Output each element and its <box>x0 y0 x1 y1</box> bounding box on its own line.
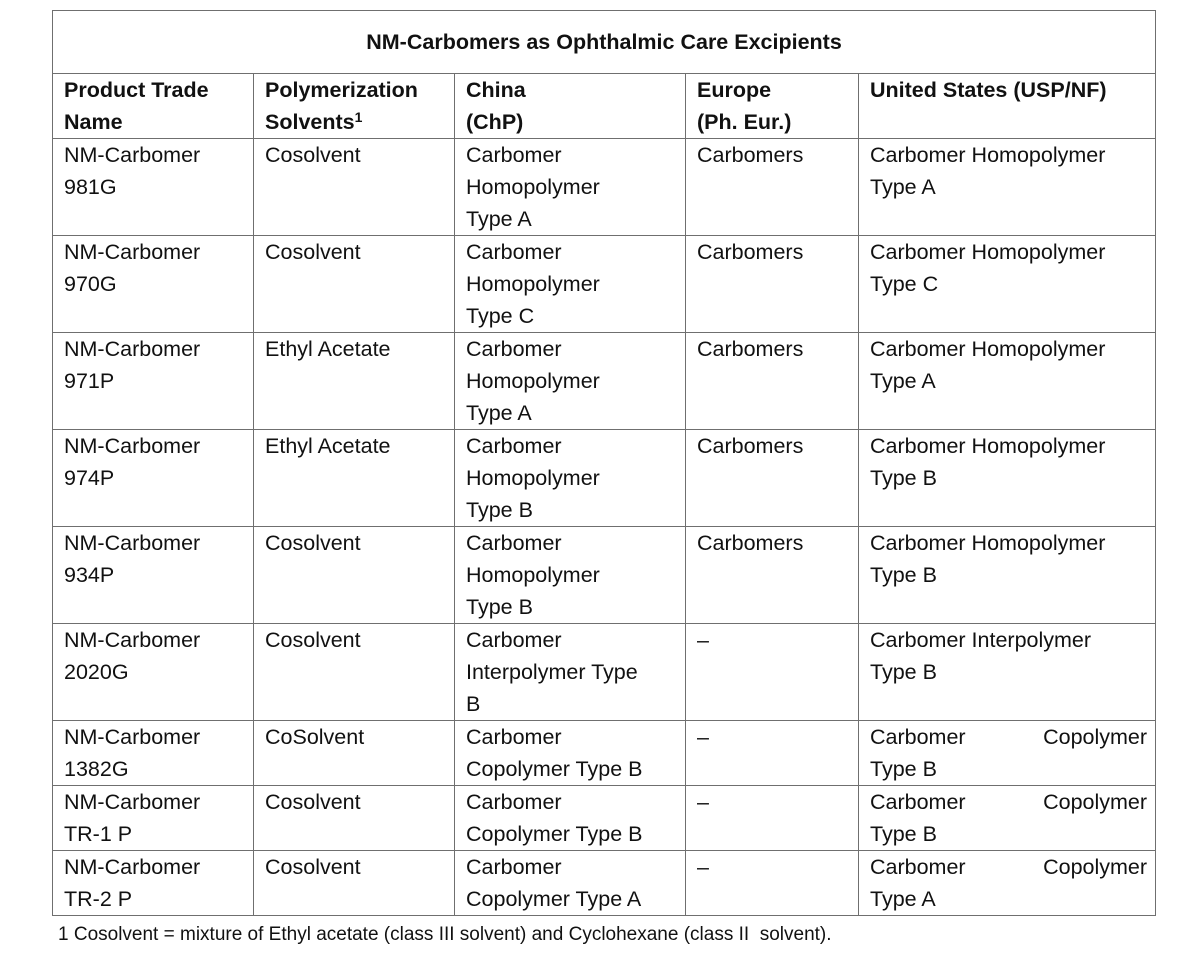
cell-solvent: Ethyl Acetate <box>254 430 455 527</box>
cell-china: Carbomer Homopolymer Type A <box>455 333 686 430</box>
header-united-states: United States (USP/NF) <box>859 74 1156 139</box>
cell-china: Carbomer Homopolymer Type B <box>455 527 686 624</box>
table-row <box>53 236 1156 333</box>
header-polymerization-solvents: Polymerization Solvents$^1$ <box>254 74 455 139</box>
cell-product: NM-Carbomer 974P <box>53 430 254 527</box>
cell-china: Carbomer Copolymer Type B <box>455 721 686 786</box>
cell-product: NM-Carbomer 2020G <box>53 624 254 721</box>
cell-us: Carbomer Interpolymer Type B <box>859 624 1156 721</box>
table-row <box>53 851 1156 916</box>
cell-solvent: Cosolvent <box>254 236 455 333</box>
cell-europe: Carbomers <box>686 430 859 527</box>
table-row <box>53 430 1156 527</box>
cell-europe: Carbomers <box>686 333 859 430</box>
cell-europe: Carbomers <box>686 527 859 624</box>
cell-china: Carbomer Copolymer Type B <box>455 786 686 851</box>
table-row <box>53 721 1156 786</box>
table-row <box>53 786 1156 851</box>
cell-solvent: Cosolvent <box>254 624 455 721</box>
cell-solvent: Cosolvent <box>254 851 455 916</box>
cell-europe: Carbomers <box>686 236 859 333</box>
cell-us: Carbomer Copolymer Type B <box>859 786 1156 851</box>
table-title: NM-Carbomers as Ophthalmic Care Excipients <box>53 11 1156 74</box>
table-row <box>53 624 1156 721</box>
cell-us: Carbomer Homopolymer Type B <box>859 527 1156 624</box>
footnote: 1 Cosolvent = mixture of Ethyl acetate (class III solvent) and Cyclohexane (class II solvent). <box>58 924 832 945</box>
cell-europe: Carbomers <box>686 139 859 236</box>
cell-us: Carbomer Homopolymer Type A <box>859 333 1156 430</box>
cell-solvent: CoSolvent <box>254 721 455 786</box>
cell-us: Carbomer Copolymer Type A <box>859 851 1156 916</box>
cell-us: Carbomer Copolymer Type B <box>859 721 1156 786</box>
cell-solvent: Cosolvent <box>254 527 455 624</box>
cell-europe: – <box>686 721 859 786</box>
header-product-trade-name: Product Trade Name <box>53 74 254 139</box>
header-row <box>53 74 1156 139</box>
header-europe: Europe (Ph. Eur.) <box>686 74 859 139</box>
cell-europe: – <box>686 851 859 916</box>
footnote-marker: 1 <box>354 109 363 125</box>
cell-china: Carbomer Homopolymer Type C <box>455 236 686 333</box>
cell-product: NM-Carbomer TR-1 P <box>53 786 254 851</box>
cell-product: NM-Carbomer TR-2 P <box>53 851 254 916</box>
table-row <box>53 139 1156 236</box>
cell-product: NM-Carbomer 970G <box>53 236 254 333</box>
cell-solvent: Cosolvent <box>254 786 455 851</box>
cell-europe: – <box>686 786 859 851</box>
cell-product: NM-Carbomer 981G <box>53 139 254 236</box>
cell-us: Carbomer Homopolymer Type C <box>859 236 1156 333</box>
cell-us: Carbomer Homopolymer Type B <box>859 430 1156 527</box>
header-china: China (ChP) <box>455 74 686 139</box>
cell-solvent: Cosolvent <box>254 139 455 236</box>
cell-product: NM-Carbomer 934P <box>53 527 254 624</box>
carbomer-table-container <box>52 10 1155 916</box>
cell-china: Carbomer Copolymer Type A <box>455 851 686 916</box>
cell-solvent: Ethyl Acetate <box>254 333 455 430</box>
cell-china: Carbomer Homopolymer Type B <box>455 430 686 527</box>
carbomer-table <box>52 10 1156 916</box>
table-row <box>53 333 1156 430</box>
cell-europe: – <box>686 624 859 721</box>
cell-china: Carbomer Homopolymer Type A <box>455 139 686 236</box>
cell-product: NM-Carbomer 971P <box>53 333 254 430</box>
cell-product: NM-Carbomer 1382G <box>53 721 254 786</box>
cell-us: Carbomer Homopolymer Type A <box>859 139 1156 236</box>
cell-china: Carbomer Interpolymer Type B <box>455 624 686 721</box>
table-row <box>53 527 1156 624</box>
